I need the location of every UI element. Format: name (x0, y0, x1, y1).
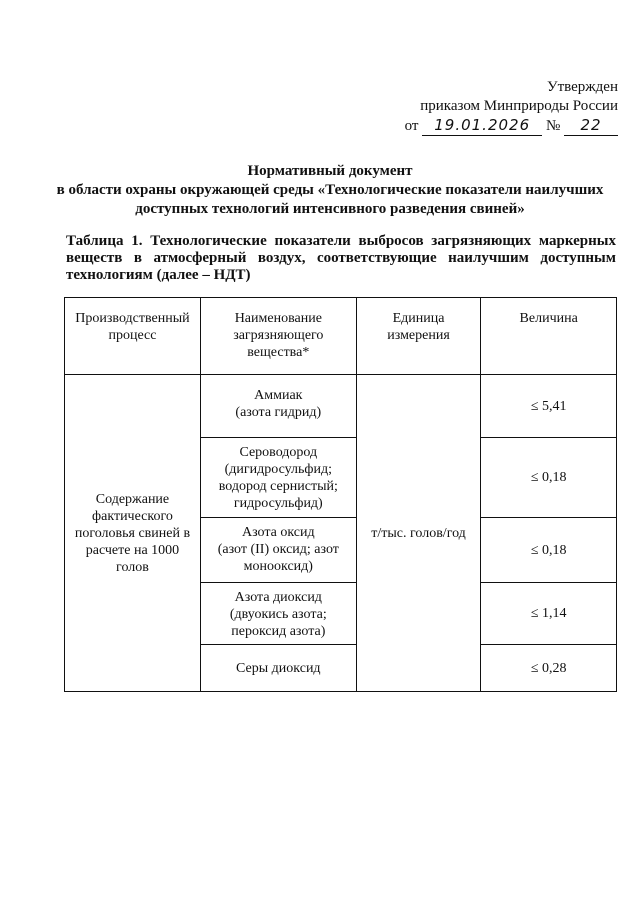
value-cell: ≤ 0,18 (481, 438, 617, 518)
header-unit: Единица измерения (356, 298, 481, 375)
title-line-3: доступных технологий интенсивного разведения свиней» (135, 201, 525, 217)
approval-line-1: Утвержден (546, 79, 618, 95)
approval-prefix: от (404, 118, 419, 134)
approval-line-2: приказом Минприроды России (420, 98, 618, 114)
substance-name: Азота оксид (241, 525, 315, 540)
substance-cell (200, 375, 356, 438)
value-cell: ≤ 0,18 (481, 518, 617, 583)
approval-number-sign: № (545, 118, 561, 134)
substance-alt-name: (дигидросульфид; водород сернистый; гидросульфид) (218, 462, 338, 511)
substance-cell (200, 583, 356, 645)
title-line-1: Нормативный документ (247, 163, 413, 179)
table-row (65, 375, 617, 438)
document-title (40, 162, 620, 219)
substance-cell (200, 645, 356, 692)
substance-alt-name: (азот (II) оксид; азот монооксид) (217, 542, 339, 574)
substance-name: Аммиак (254, 388, 303, 403)
approval-stamp (405, 78, 618, 136)
header-value: Величина (481, 298, 617, 375)
substance-name: Сероводород (239, 445, 318, 460)
value-cell: ≤ 0,28 (481, 645, 617, 692)
substance-cell (200, 518, 356, 583)
substance-name: Серы диоксид (236, 660, 321, 676)
substance-alt-name: (двуокись азота; пероксид азота) (229, 607, 327, 639)
substance-name: Азота диоксид (234, 590, 322, 605)
approval-number: 22 (564, 116, 618, 136)
title-line-2: в области охраны окружающей среды «Технологические показатели наилучших (56, 182, 604, 198)
header-process: Производственный процесс (65, 298, 201, 375)
process-cell: Содержание фактического поголовья свиней в расчете на 1000 голов (65, 375, 201, 692)
substance-cell (200, 438, 356, 518)
table-header-row (65, 298, 617, 375)
value-cell: ≤ 1,14 (481, 583, 617, 645)
table-caption: Таблица 1. Технологические показатели выбросов загрязняющих маркерных веществ в атмосферный воздух, соответствующие наилучшим доступным технологиям (далее – НДТ) (66, 233, 616, 283)
header-substance: Наименование загрязняющего вещества* (200, 298, 356, 375)
approval-date: 19.01.2026 (422, 116, 542, 136)
value-cell: ≤ 5,41 (481, 375, 617, 438)
unit-cell: т/тыс. голов/год (356, 375, 481, 692)
approval-line-3 (405, 116, 618, 136)
substance-alt-name: (азота гидрид) (235, 405, 322, 420)
indicators-table (64, 297, 617, 692)
